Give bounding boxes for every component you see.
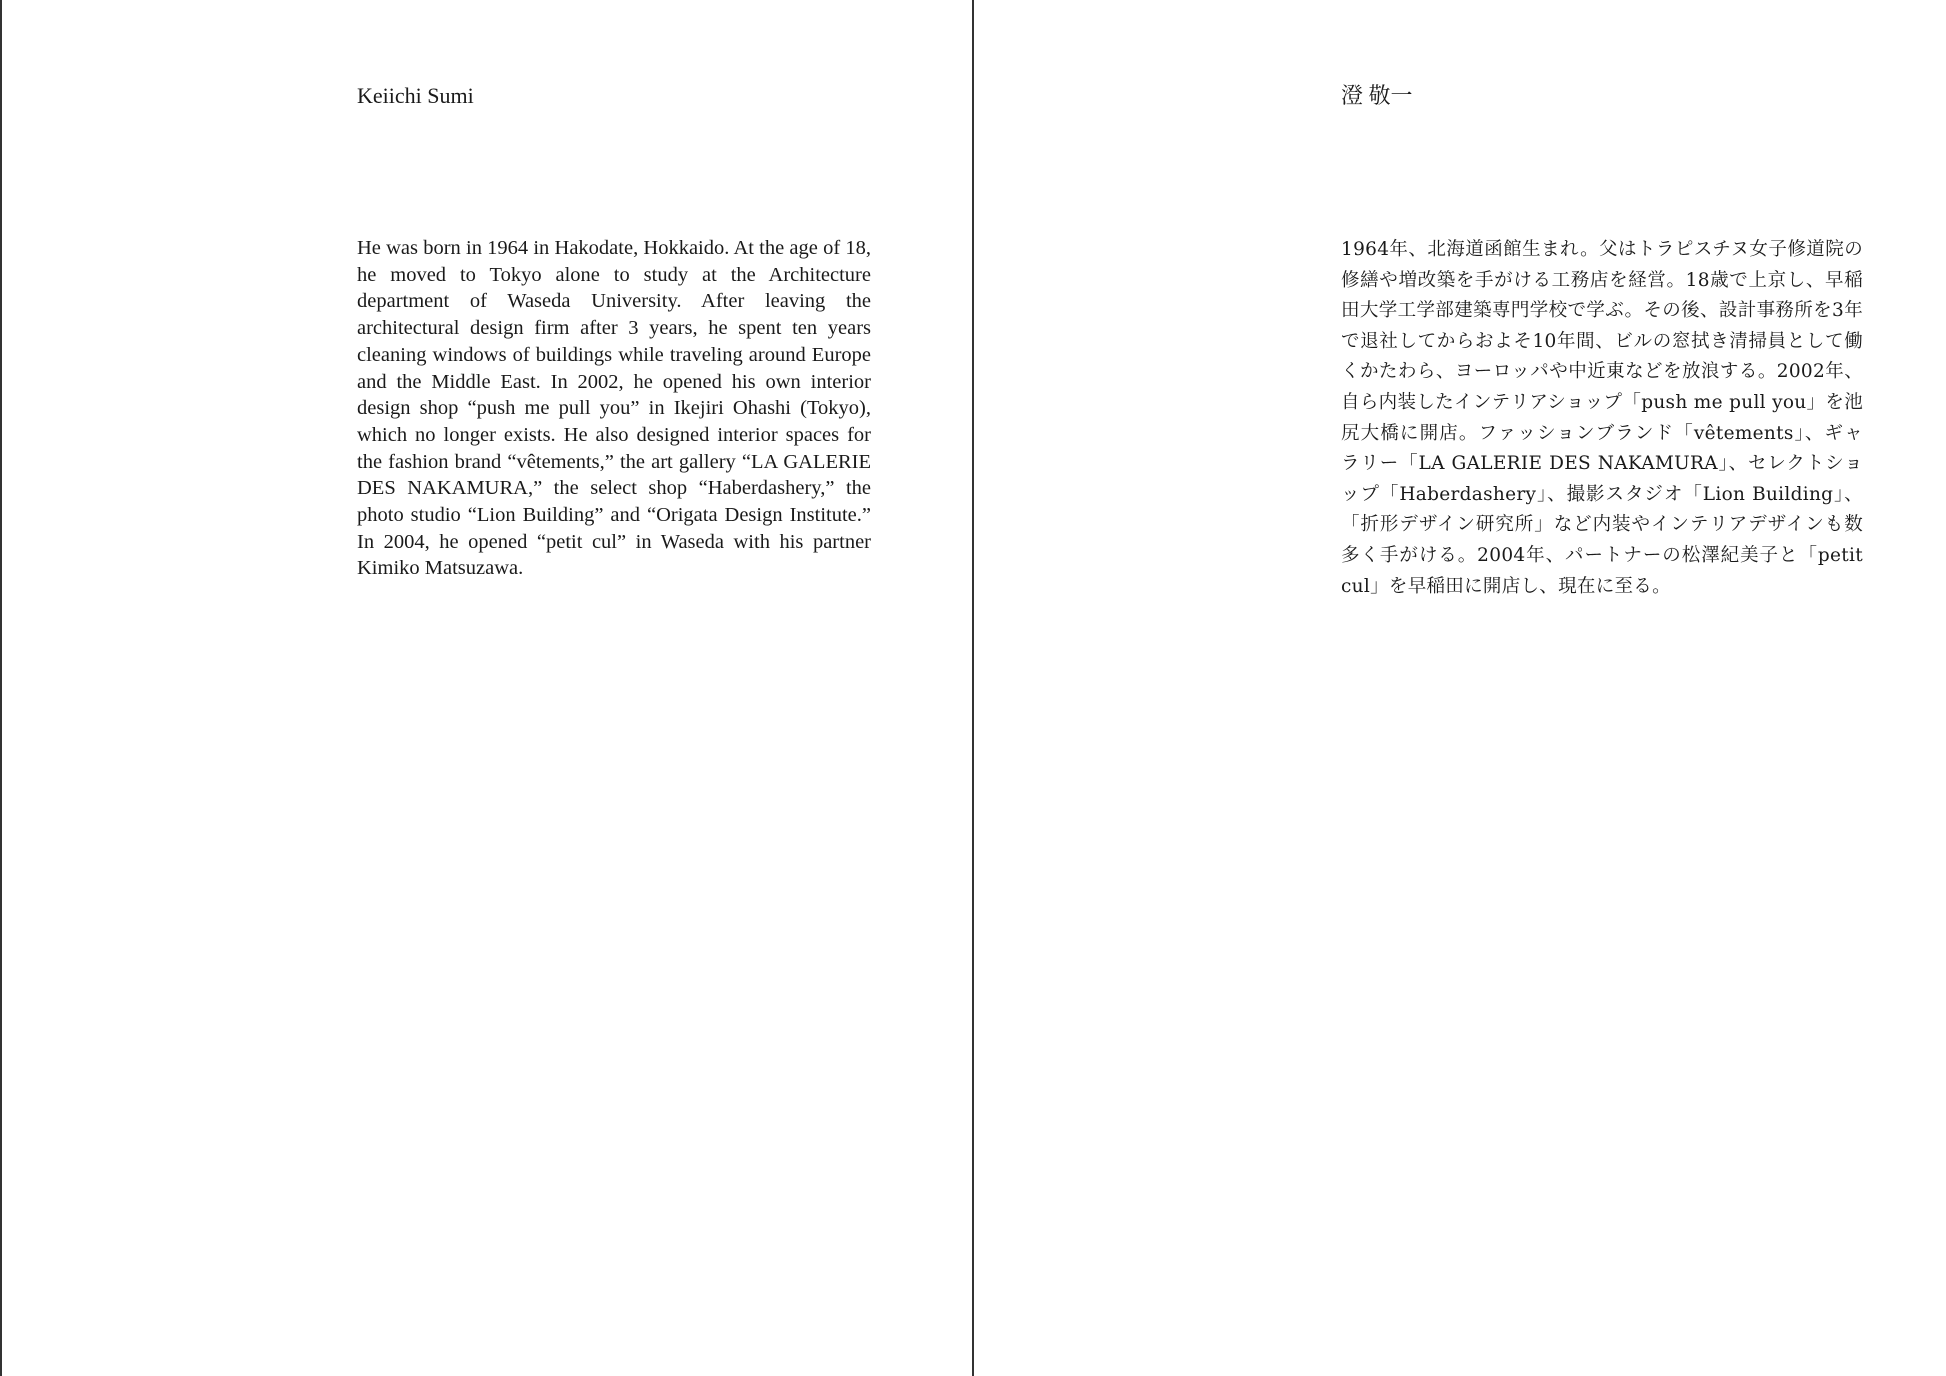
name-heading-japanese: 澄 敬一	[1341, 83, 1413, 108]
left-page	[0, 0, 972, 1376]
name-heading-english: Keiichi Sumi	[357, 83, 474, 108]
right-page	[974, 0, 1946, 1376]
biography-english: He was born in 1964 in Hakodate, Hokkaido. At the age of 18, he moved to Tokyo alone to study at the Architecture department of Waseda University. After leaving the architectural design firm after 3 years, he spent ten years cleaning windows of buildings while traveling around Europe and the Middle East. In 2002, he opened his own interior design shop “push me pull you” in Ikejiri Ohashi (Tokyo), which no longer exists. He also designed interior spaces for the fashion brand “vêtements,” the art gallery “LA GALERIE DES NAKAMURA,” the select shop “Haberdashery,” the photo studio “Lion Building” and “Origata Design Institute.” In 2004, he opened “petit cul” in Waseda with his partner Kimiko Matsuzawa.	[357, 237, 871, 580]
biography-japanese: 1964年、北海道函館生まれ。父はトラピスチヌ女子修道院の修繕や増改築を手がける工務店を経営。18歳で上京し、早稲田大学工学部建築専門学校で学ぶ。その後、設計事務所を3年で退社してからおよそ10年間、ビルの窓拭き清掃員として働くかたわら、ヨーロッパや中近東などを放浪する。2002年、自ら内装したインテリアショップ「push me pull you」を池尻大橋に開店。ファッションブランド「vêtements」、ギャラリー「LA GALERIE DES NAKAMURA」、セレクトショップ「Haberdashery」、撮影スタジオ「Lion Building」、「折形デザイン研究所」など内装やインテリアデザインも数多く手がける。2004年、パートナーの松澤紀美子と「petit cul」を早稲田に開店し、現在に至る。	[1341, 239, 1863, 597]
